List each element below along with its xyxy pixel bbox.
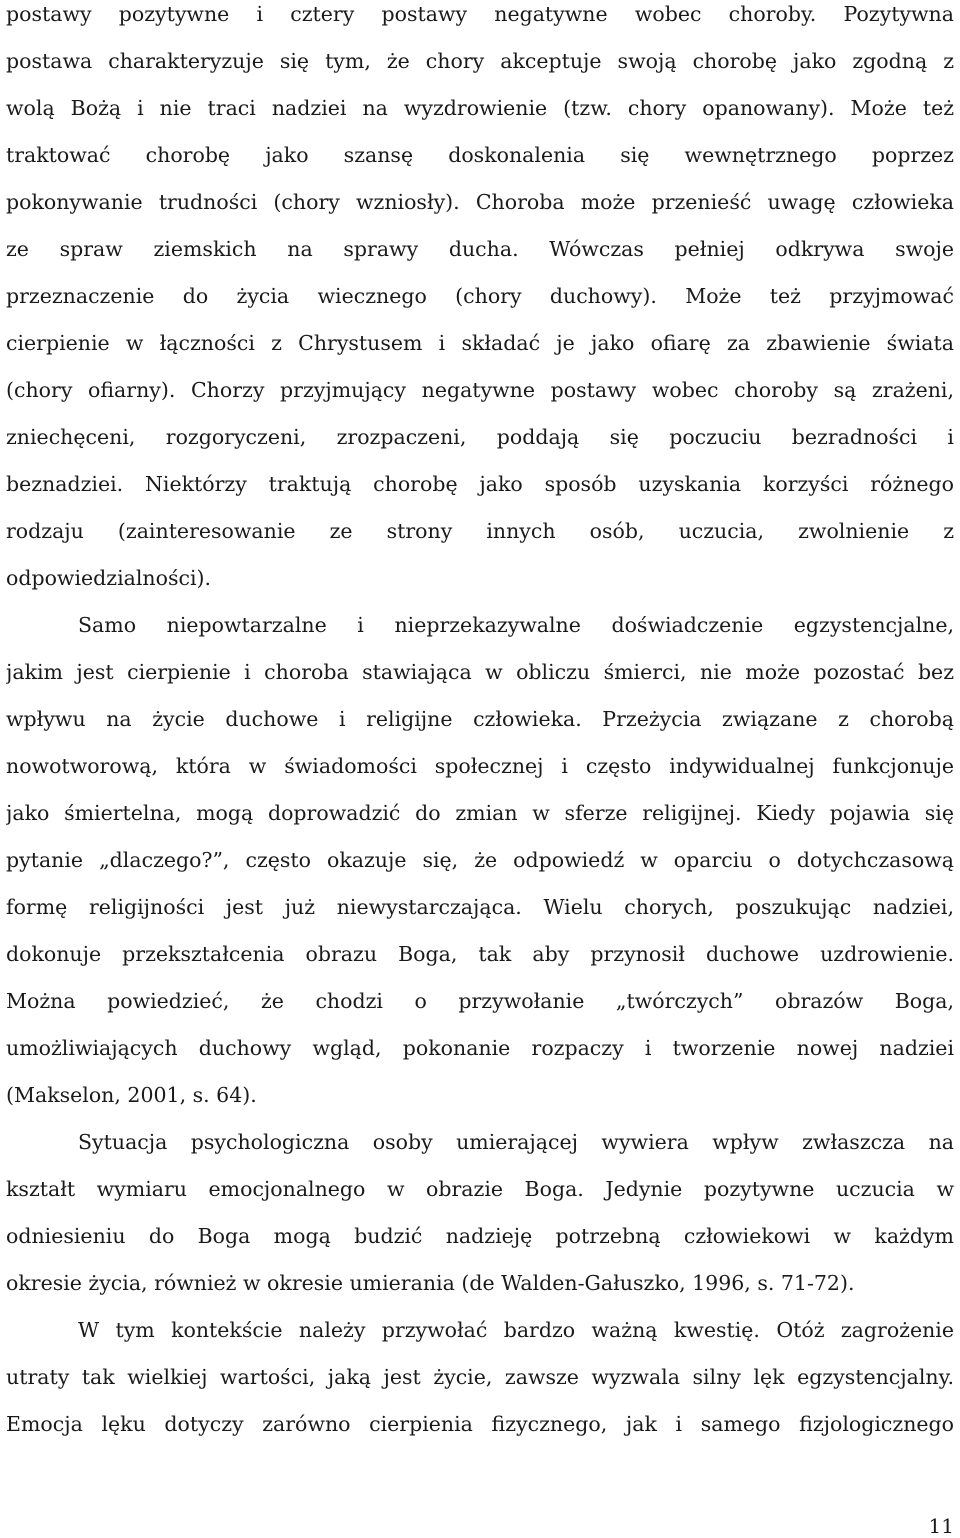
text-line: cierpienie w łączności z Chrystusem i składać je jako ofiarę za zbawienie świata	[6, 331, 954, 355]
text-line: umożliwiających duchowy wgląd, pokonanie rozpaczy i tworzenie nowej nadziei	[6, 1036, 954, 1060]
text-line: beznadziei. Niektórzy traktują chorobę jako sposób uzyskania korzyści różnego	[6, 472, 954, 496]
text-line: formę religijności jest już niewystarczająca. Wielu chorych, poszukując nadziei,	[6, 895, 954, 919]
text-line: jakim jest cierpienie i choroba stawiająca w obliczu śmierci, nie może pozostać bez	[6, 660, 954, 684]
text-line: dokonuje przekształcenia obrazu Boga, tak aby przynosił duchowe uzdrowienie.	[6, 942, 954, 966]
text-line: traktować chorobę jako szansę doskonalenia się wewnętrznego poprzez	[6, 143, 954, 167]
text-line: odpowiedzialności).	[6, 566, 212, 590]
text-line: Samo niepowtarzalne i nieprzekazywalne doświadczenie egzystencjalne,	[78, 613, 954, 637]
text-line: W tym kontekście należy przywołać bardzo ważną kwestię. Otóż zagrożenie	[78, 1318, 954, 1342]
text-line: utraty tak wielkiej wartości, jaką jest życie, zawsze wyzwala silny lęk egzystencjalny.	[6, 1365, 954, 1389]
page-number: 11	[928, 1514, 954, 1538]
text-line: Można powiedzieć, że chodzi o przywołanie „twórczych” obrazów Boga,	[6, 989, 954, 1013]
text-line: zniechęceni, rozgoryczeni, zrozpaczeni, poddają się poczuciu bezradności i	[6, 425, 954, 449]
text-line: kształt wymiaru emocjonalnego w obrazie Boga. Jedynie pozytywne uczucia w	[6, 1177, 954, 1201]
document-page	[6, 0, 954, 1457]
text-line: przeznaczenie do życia wiecznego (chory duchowy). Może też przyjmować	[6, 284, 954, 308]
text-line: okresie życia, również w okresie umierania (de Walden-Gałuszko, 1996, s. 71-72).	[6, 1271, 855, 1295]
body-text	[6, 0, 954, 1457]
text-line: (Makselon, 2001, s. 64).	[6, 1083, 257, 1107]
text-line: postawy pozytywne i cztery postawy negatywne wobec choroby. Pozytywna	[6, 2, 954, 26]
text-line: pokonywanie trudności (chory wzniosły). Choroba może przenieść uwagę człowieka	[6, 190, 954, 214]
text-line: jako śmiertelna, mogą doprowadzić do zmian w sferze religijnej. Kiedy pojawia się	[6, 801, 954, 825]
text-line: wolą Bożą i nie traci nadziei na wyzdrowienie (tzw. chory opanowany). Może też	[6, 96, 954, 120]
text-line: postawa charakteryzuje się tym, że chory akceptuje swoją chorobę jako zgodną z	[6, 49, 954, 73]
text-line: (chory ofiarny). Chorzy przyjmujący negatywne postawy wobec choroby są zrażeni,	[6, 378, 954, 402]
text-line: rodzaju (zainteresowanie ze strony innych osób, uczucia, zwolnienie z	[6, 519, 954, 543]
text-line: ze spraw ziemskich na sprawy ducha. Wówczas pełniej odkrywa swoje	[6, 237, 954, 261]
text-line: Sytuacja psychologiczna osoby umierającej wywiera wpływ zwłaszcza na	[78, 1130, 954, 1154]
text-line: Emocja lęku dotyczy zarówno cierpienia fizycznego, jak i samego fizjologicznego	[6, 1412, 954, 1436]
text-line: nowotworową, która w świadomości społecznej i często indywidualnej funkcjonuje	[6, 754, 954, 778]
text-line: odniesieniu do Boga mogą budzić nadzieję potrzebną człowiekowi w każdym	[6, 1224, 954, 1248]
text-line: wpływu na życie duchowe i religijne człowieka. Przeżycia związane z chorobą	[6, 707, 954, 731]
text-line: pytanie „dlaczego?”, często okazuje się, że odpowiedź w oparciu o dotychczasową	[6, 848, 954, 872]
